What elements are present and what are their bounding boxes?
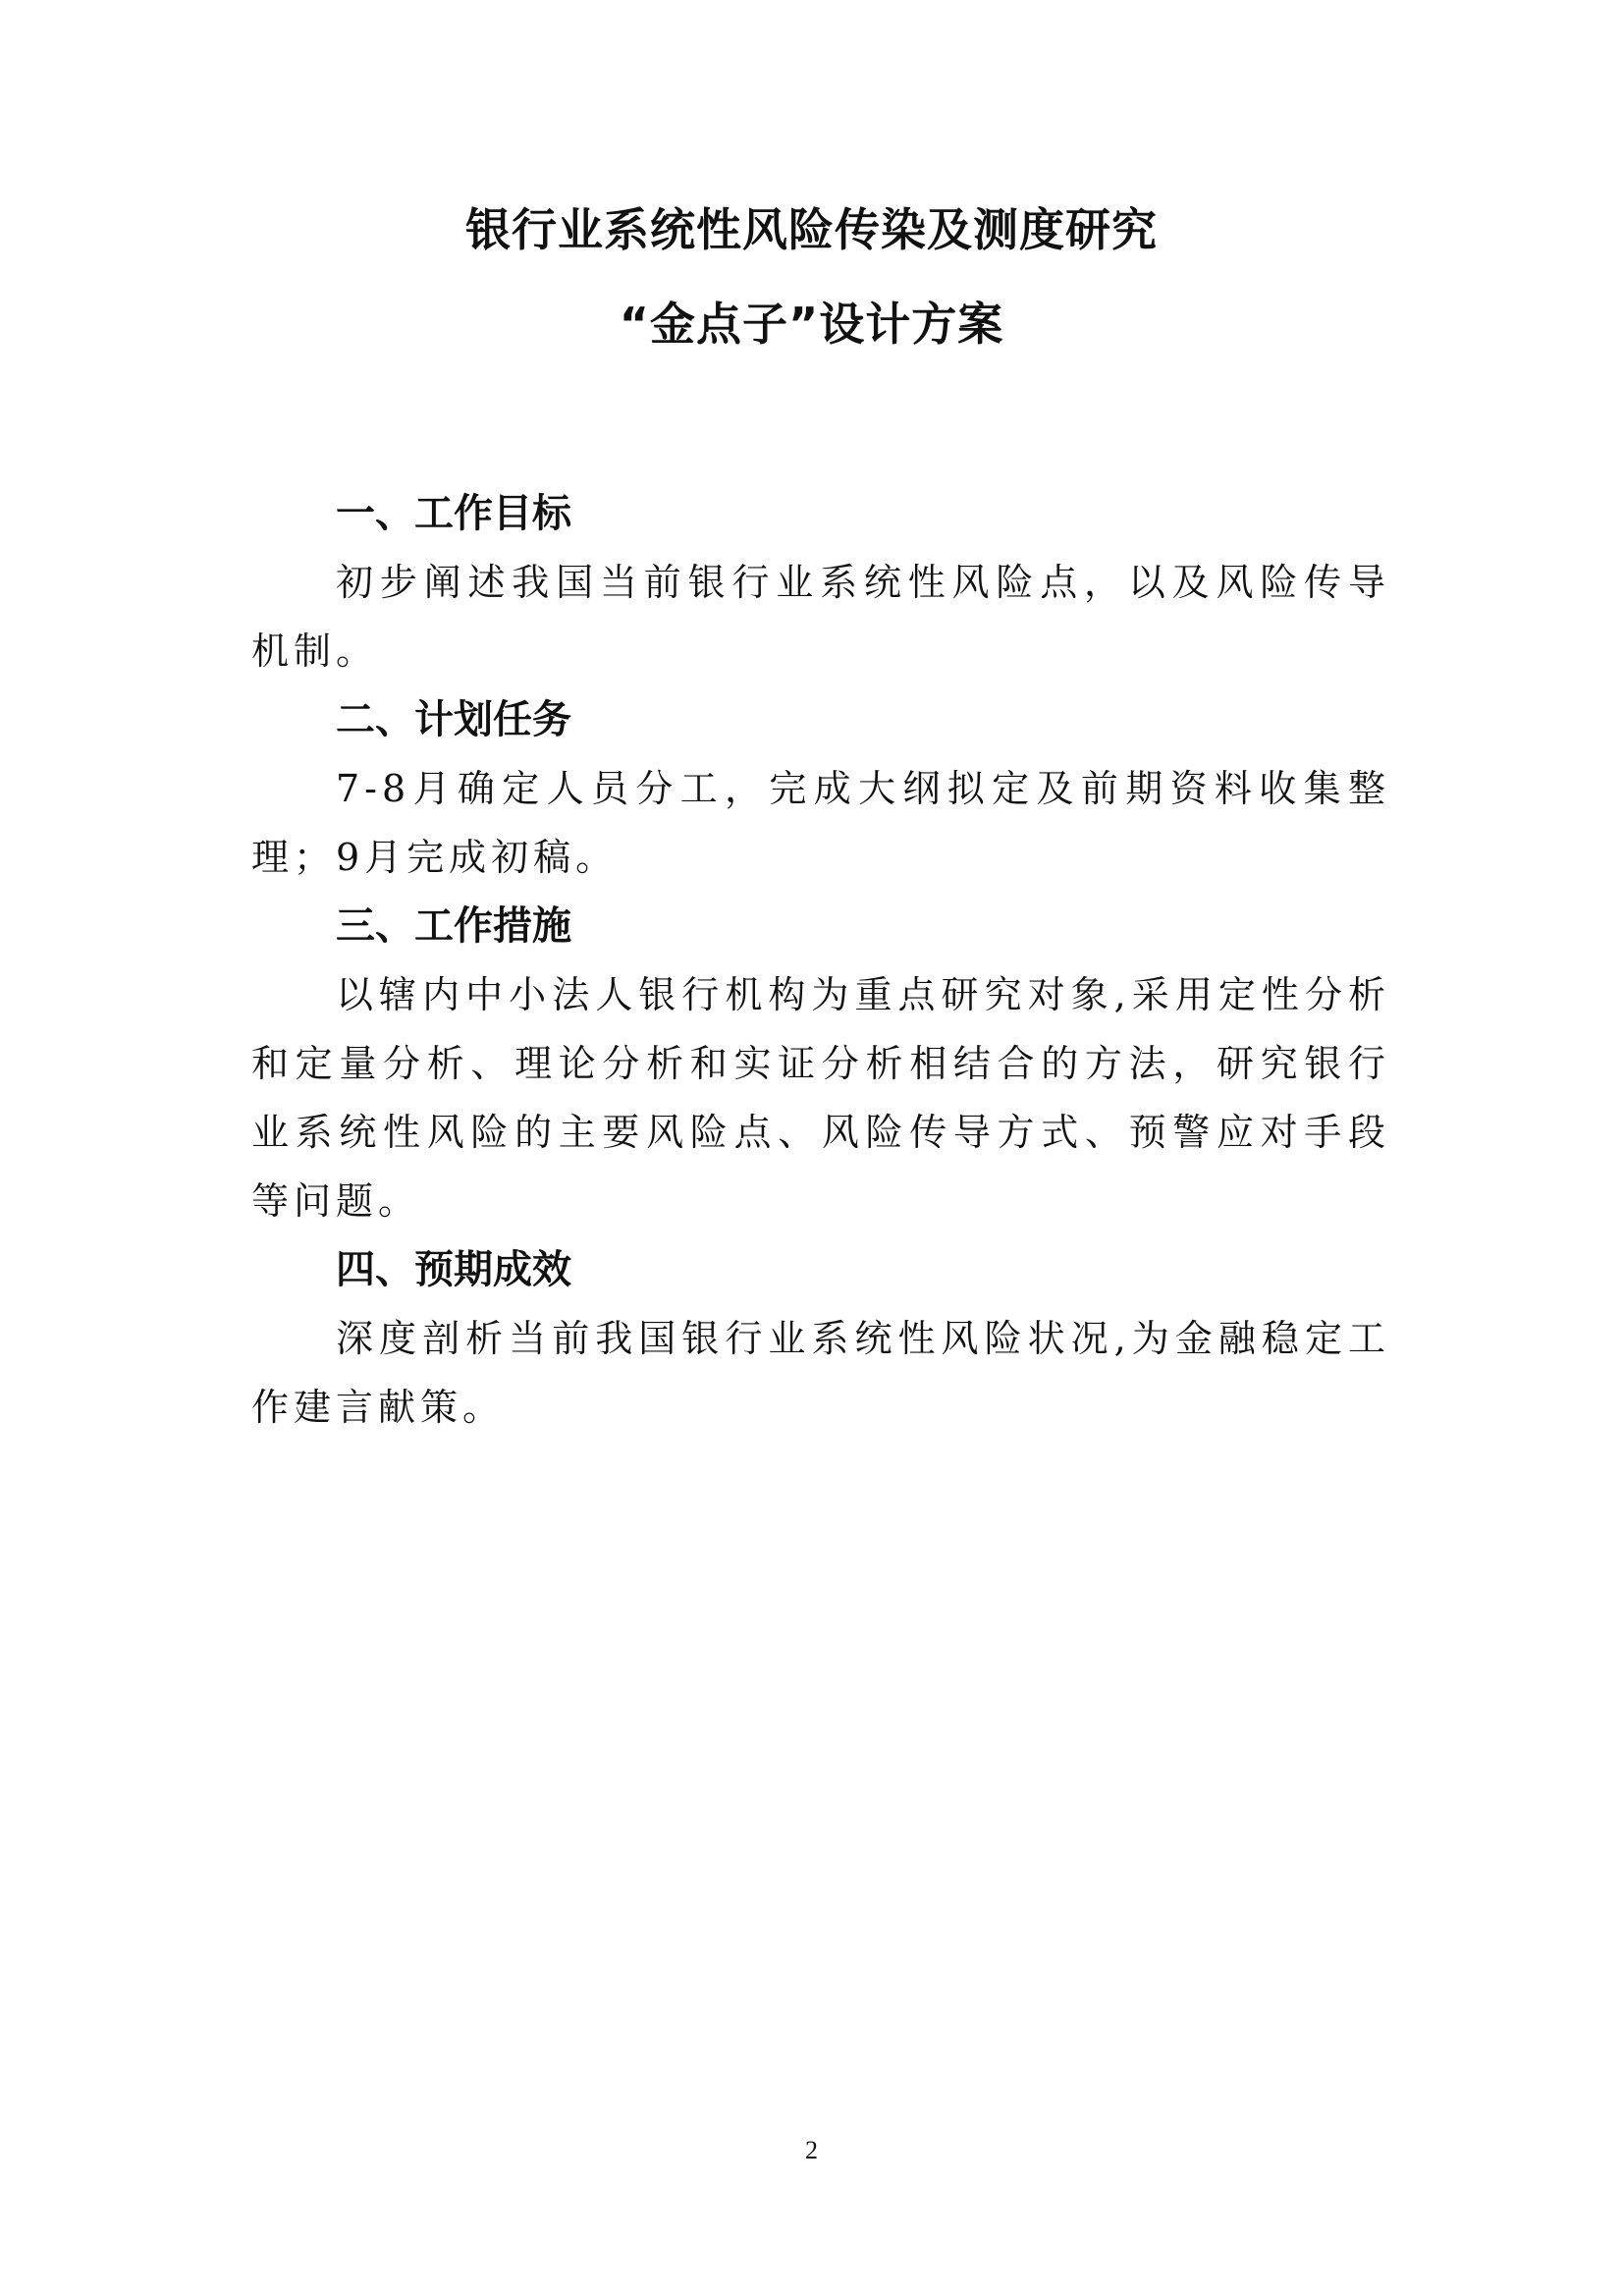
section-work-goal: [251, 479, 1390, 685]
section-heading: 三、工作措施: [336, 903, 571, 949]
section-paragraph: 以辖内中小法人银行机构为重点研究对象,采用定性分析和定量分析、理论分析和实证分析相结合的方法，研究银行业系统性风险的主要风险点、风险传导方式、预警应对手段等问题。: [251, 973, 1390, 1223]
section-plan-tasks: [251, 685, 1390, 892]
section-expected-results: [251, 1235, 1390, 1442]
section-work-measures: [251, 892, 1390, 1235]
page-number: 2: [805, 2136, 818, 2164]
document-title: 银行业系统性风险传染及测度研究: [465, 203, 1158, 256]
section-heading: 一、工作目标: [336, 491, 571, 536]
document-subtitle: “金点子”设计方案: [619, 298, 1004, 351]
section-paragraph: 7-8月确定人员分工，完成大纲拟定及前期资料收集整理；9月完成初稿。: [251, 767, 1390, 879]
section-heading: 二、计划任务: [336, 697, 571, 742]
section-paragraph: 深度剖析当前我国银行业系统性风险状况,为金融稳定工作建言献策。: [251, 1317, 1390, 1429]
section-heading: 四、预期成效: [336, 1247, 571, 1292]
document-body: [251, 479, 1390, 1442]
section-paragraph: 初步阐述我国当前银行业系统性风险点，以及风险传导机制。: [251, 561, 1390, 673]
